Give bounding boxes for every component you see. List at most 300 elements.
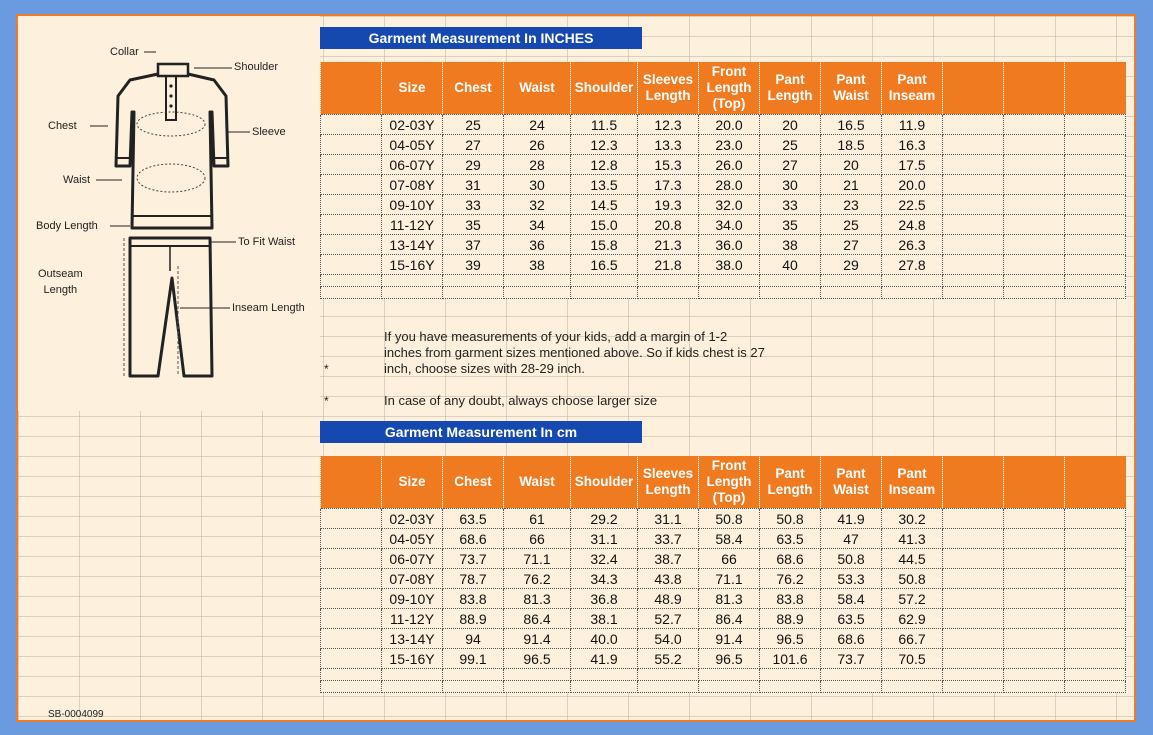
empty-cell — [571, 275, 638, 287]
empty-cell — [321, 629, 382, 649]
empty-cell — [943, 529, 1004, 549]
size-cell: 02-03Y — [382, 115, 443, 135]
empty-cell — [638, 275, 699, 287]
measurement-cell: 19.3 — [638, 195, 699, 215]
measurement-cell: 31.1 — [638, 509, 699, 529]
measurement-cell: 50.8 — [821, 549, 882, 569]
empty-cell — [1065, 569, 1126, 589]
table-row — [321, 155, 1126, 175]
blank-row — [321, 287, 1126, 299]
empty-cell — [321, 609, 382, 629]
empty-cell — [382, 287, 443, 299]
measurement-cell: 27 — [443, 135, 504, 155]
empty-cell — [821, 287, 882, 299]
measurement-cell: 27 — [821, 235, 882, 255]
measurement-cell: 86.4 — [504, 609, 571, 629]
label-body-length: Body Length — [36, 220, 98, 232]
measurement-cell: 63.5 — [821, 609, 882, 629]
cm-section-title: Garment Measurement In cm — [320, 421, 642, 443]
measurement-cell: 20 — [760, 115, 821, 135]
empty-cell — [504, 275, 571, 287]
empty-cell — [1004, 569, 1065, 589]
measurement-cell: 52.7 — [638, 609, 699, 629]
empty-cell — [1065, 629, 1126, 649]
measurement-cell: 28.0 — [699, 175, 760, 195]
empty-cell — [943, 135, 1004, 155]
size-cell: 15-16Y — [382, 649, 443, 669]
measurement-cell: 36.0 — [699, 235, 760, 255]
empty-cell — [1065, 509, 1126, 529]
size-cell: 06-07Y — [382, 155, 443, 175]
measurement-cell: 28 — [504, 155, 571, 175]
measurement-cell: 81.3 — [504, 589, 571, 609]
empty-cell — [943, 275, 1004, 287]
measurement-cell: 15.8 — [571, 235, 638, 255]
empty-cell — [943, 509, 1004, 529]
header-spacer — [1065, 62, 1126, 115]
empty-cell — [638, 287, 699, 299]
column-header: Front Length (Top) — [699, 62, 760, 115]
empty-cell — [1065, 669, 1126, 681]
empty-cell — [1004, 275, 1065, 287]
empty-cell — [1004, 135, 1065, 155]
empty-cell — [1065, 287, 1126, 299]
kurta-pajama-illustration — [18, 16, 320, 411]
measurement-cell: 37 — [443, 235, 504, 255]
measurement-cell: 29 — [821, 255, 882, 275]
size-cell: 04-05Y — [382, 135, 443, 155]
measurement-cell: 15.3 — [638, 155, 699, 175]
empty-cell — [1004, 529, 1065, 549]
empty-cell — [943, 681, 1004, 693]
column-header: Waist — [504, 456, 571, 509]
column-header: Shoulder — [571, 62, 638, 115]
note-bullet: * — [324, 394, 329, 408]
column-header: Size — [382, 456, 443, 509]
measurement-cell: 25 — [443, 115, 504, 135]
empty-cell — [1004, 115, 1065, 135]
measurement-cell: 21 — [821, 175, 882, 195]
measurement-cell: 16.3 — [882, 135, 943, 155]
table-row — [321, 235, 1126, 255]
empty-cell — [1065, 135, 1126, 155]
size-cell: 02-03Y — [382, 509, 443, 529]
measurement-cell: 94 — [443, 629, 504, 649]
measurement-cell: 50.8 — [882, 569, 943, 589]
measurement-cell: 50.8 — [699, 509, 760, 529]
table-row — [321, 629, 1126, 649]
empty-cell — [321, 115, 382, 135]
empty-cell — [382, 275, 443, 287]
measurement-cell: 24 — [504, 115, 571, 135]
measurement-cell: 32.0 — [699, 195, 760, 215]
measurement-cell: 71.1 — [699, 569, 760, 589]
table-row — [321, 529, 1126, 549]
empty-cell — [760, 669, 821, 681]
table-row — [321, 569, 1126, 589]
label-shoulder: Shoulder — [234, 61, 279, 73]
measurement-cell: 83.8 — [443, 589, 504, 609]
empty-cell — [321, 681, 382, 693]
empty-cell — [699, 681, 760, 693]
measurement-cell: 16.5 — [571, 255, 638, 275]
empty-cell — [321, 529, 382, 549]
table-row — [321, 609, 1126, 629]
size-cell: 07-08Y — [382, 569, 443, 589]
empty-cell — [1004, 509, 1065, 529]
measurement-cell: 35 — [443, 215, 504, 235]
empty-cell — [821, 669, 882, 681]
size-cell: 11-12Y — [382, 215, 443, 235]
empty-cell — [821, 275, 882, 287]
measurement-cell: 71.1 — [504, 549, 571, 569]
empty-cell — [321, 549, 382, 569]
table-row — [321, 589, 1126, 609]
empty-cell — [1065, 549, 1126, 569]
column-header: Waist — [504, 62, 571, 115]
empty-cell — [321, 135, 382, 155]
empty-cell — [760, 681, 821, 693]
measurement-cell: 39 — [443, 255, 504, 275]
measurement-cell: 22.5 — [882, 195, 943, 215]
measurement-cell: 62.9 — [882, 609, 943, 629]
measurement-cell: 91.4 — [504, 629, 571, 649]
table-row — [321, 255, 1126, 275]
measurement-cell: 101.6 — [760, 649, 821, 669]
measurement-cell: 38.0 — [699, 255, 760, 275]
empty-cell — [943, 255, 1004, 275]
header-spacer — [1065, 456, 1126, 509]
empty-cell — [760, 275, 821, 287]
measurement-cell: 47 — [821, 529, 882, 549]
empty-cell — [1065, 195, 1126, 215]
size-cell: 15-16Y — [382, 255, 443, 275]
header-spacer — [943, 62, 1004, 115]
measurement-cell: 57.2 — [882, 589, 943, 609]
column-header: Pant Waist — [821, 62, 882, 115]
measurement-cell: 40 — [760, 255, 821, 275]
product-code: SB-0004099 — [48, 709, 104, 720]
doubt-note: In case of any doubt, always choose larger size — [384, 393, 658, 408]
measurement-cell: 31.1 — [571, 529, 638, 549]
measurement-cell: 78.7 — [443, 569, 504, 589]
empty-cell — [699, 287, 760, 299]
measurement-cell: 33.7 — [638, 529, 699, 549]
measurement-cell: 61 — [504, 509, 571, 529]
empty-cell — [321, 649, 382, 669]
empty-cell — [1004, 669, 1065, 681]
measurement-cell: 70.5 — [882, 649, 943, 669]
column-header: Pant Inseam — [882, 62, 943, 115]
empty-cell — [1065, 235, 1126, 255]
empty-cell — [443, 287, 504, 299]
table-row — [321, 175, 1126, 195]
label-waist: Waist — [63, 174, 91, 186]
measurement-cell: 23.0 — [699, 135, 760, 155]
label-chest: Chest — [48, 120, 77, 132]
measurement-cell: 18.5 — [821, 135, 882, 155]
measurement-cell: 38.1 — [571, 609, 638, 629]
measurement-cell: 20.0 — [699, 115, 760, 135]
note-bullet: * — [324, 362, 329, 376]
measurement-cell: 32 — [504, 195, 571, 215]
empty-cell — [1004, 155, 1065, 175]
header-spacer — [1004, 62, 1065, 115]
empty-cell — [943, 195, 1004, 215]
column-header: Sleeves Length — [638, 456, 699, 509]
empty-cell — [1065, 681, 1126, 693]
measurement-cell: 32.4 — [571, 549, 638, 569]
empty-cell — [382, 681, 443, 693]
measurement-cell: 25 — [821, 215, 882, 235]
table-row — [321, 115, 1126, 135]
column-header: Chest — [443, 62, 504, 115]
measurement-cell: 12.3 — [571, 135, 638, 155]
label-sleeve: Sleeve — [252, 126, 286, 138]
measurement-cell: 58.4 — [821, 589, 882, 609]
empty-cell — [821, 681, 882, 693]
empty-cell — [1004, 649, 1065, 669]
empty-cell — [321, 215, 382, 235]
measurement-cell: 24.8 — [882, 215, 943, 235]
measurement-cell: 13.5 — [571, 175, 638, 195]
empty-cell — [1004, 629, 1065, 649]
empty-cell — [638, 669, 699, 681]
measurement-cell: 96.5 — [504, 649, 571, 669]
measurement-cell: 34.3 — [571, 569, 638, 589]
empty-cell — [321, 287, 382, 299]
header-spacer — [1004, 456, 1065, 509]
empty-cell — [1004, 549, 1065, 569]
label-to-fit-waist: To Fit Waist — [238, 236, 296, 248]
header-spacer — [321, 456, 382, 509]
measurement-cell: 38 — [760, 235, 821, 255]
measurement-cell: 76.2 — [504, 569, 571, 589]
measurement-cell: 83.8 — [760, 589, 821, 609]
measurement-cell: 40.0 — [571, 629, 638, 649]
empty-cell — [943, 589, 1004, 609]
measurement-cell: 26 — [504, 135, 571, 155]
measurement-cell: 76.2 — [760, 569, 821, 589]
header-row — [321, 456, 1126, 509]
empty-cell — [504, 287, 571, 299]
column-header: Pant Inseam — [882, 456, 943, 509]
size-cell: 11-12Y — [382, 609, 443, 629]
measurement-cell: 34 — [504, 215, 571, 235]
measurement-cell: 27 — [760, 155, 821, 175]
measurement-cell: 73.7 — [821, 649, 882, 669]
measurement-cell: 41.9 — [821, 509, 882, 529]
empty-cell — [321, 275, 382, 287]
empty-cell — [1004, 215, 1065, 235]
empty-cell — [1004, 681, 1065, 693]
empty-cell — [321, 235, 382, 255]
garment-diagram — [18, 16, 320, 411]
empty-cell — [1065, 609, 1126, 629]
empty-cell — [443, 669, 504, 681]
blank-row — [321, 669, 1126, 681]
empty-cell — [943, 115, 1004, 135]
measurement-cell: 11.5 — [571, 115, 638, 135]
empty-cell — [699, 669, 760, 681]
measurement-cell: 63.5 — [760, 529, 821, 549]
measurement-cell: 38 — [504, 255, 571, 275]
size-cell: 09-10Y — [382, 195, 443, 215]
measurement-cell: 35 — [760, 215, 821, 235]
empty-cell — [882, 275, 943, 287]
measurement-cell: 15.0 — [571, 215, 638, 235]
empty-cell — [1065, 649, 1126, 669]
size-cell: 04-05Y — [382, 529, 443, 549]
blank-row — [321, 275, 1126, 287]
table-row — [321, 549, 1126, 569]
empty-cell — [943, 649, 1004, 669]
measurement-cell: 30.2 — [882, 509, 943, 529]
empty-cell — [943, 155, 1004, 175]
measurement-cell: 17.5 — [882, 155, 943, 175]
empty-cell — [571, 669, 638, 681]
inches-size-table — [320, 62, 1126, 299]
size-cell: 06-07Y — [382, 549, 443, 569]
table-row — [321, 649, 1126, 669]
margin-note: If you have measurements of your kids, add a margin of 1-2 inches from garment sizes mentioned above. So if kids chest is 27 inch, choose sizes with 28-29 inch. — [384, 329, 765, 376]
header-row — [321, 62, 1126, 115]
measurement-cell: 26.0 — [699, 155, 760, 175]
table-row — [321, 215, 1126, 235]
measurement-cell: 68.6 — [760, 549, 821, 569]
measurement-cell: 30 — [504, 175, 571, 195]
measurement-cell: 12.8 — [571, 155, 638, 175]
empty-cell — [1065, 255, 1126, 275]
measurement-cell: 73.7 — [443, 549, 504, 569]
inches-section-title: Garment Measurement In INCHES — [320, 27, 642, 49]
header-spacer — [321, 62, 382, 115]
empty-cell — [382, 669, 443, 681]
empty-cell — [443, 275, 504, 287]
empty-cell — [943, 235, 1004, 255]
measurement-cell: 63.5 — [443, 509, 504, 529]
measurement-cell: 16.5 — [821, 115, 882, 135]
measurement-cell: 14.5 — [571, 195, 638, 215]
size-cell: 13-14Y — [382, 629, 443, 649]
empty-cell — [1065, 175, 1126, 195]
measurement-cell: 96.5 — [699, 649, 760, 669]
cm-size-table — [320, 456, 1126, 693]
measurement-cell: 96.5 — [760, 629, 821, 649]
measurement-cell: 34.0 — [699, 215, 760, 235]
measurement-cell: 30 — [760, 175, 821, 195]
measurement-cell: 50.8 — [760, 509, 821, 529]
empty-cell — [1065, 115, 1126, 135]
measurement-cell: 66.7 — [882, 629, 943, 649]
table-row — [321, 135, 1126, 155]
header-spacer — [943, 456, 1004, 509]
empty-cell — [943, 549, 1004, 569]
empty-cell — [1004, 235, 1065, 255]
empty-cell — [882, 681, 943, 693]
measurement-cell: 20 — [821, 155, 882, 175]
table-row — [321, 195, 1126, 215]
measurement-cell: 21.8 — [638, 255, 699, 275]
measurement-cell: 53.3 — [821, 569, 882, 589]
measurement-cell: 88.9 — [443, 609, 504, 629]
label-outseam-length: Outseam Length — [38, 268, 83, 296]
measurement-cell: 31 — [443, 175, 504, 195]
measurement-cell: 55.2 — [638, 649, 699, 669]
empty-cell — [943, 175, 1004, 195]
empty-cell — [943, 569, 1004, 589]
size-cell: 07-08Y — [382, 175, 443, 195]
column-header: Chest — [443, 456, 504, 509]
empty-cell — [1004, 589, 1065, 609]
empty-cell — [1004, 175, 1065, 195]
empty-cell — [943, 215, 1004, 235]
empty-cell — [638, 681, 699, 693]
measurement-cell: 20.8 — [638, 215, 699, 235]
measurement-cell: 68.6 — [443, 529, 504, 549]
measurement-cell: 33 — [760, 195, 821, 215]
measurement-cell: 88.9 — [760, 609, 821, 629]
label-inseam-length: Inseam Length — [232, 302, 305, 314]
empty-cell — [321, 509, 382, 529]
empty-cell — [1004, 287, 1065, 299]
measurement-cell: 29 — [443, 155, 504, 175]
empty-cell — [943, 669, 1004, 681]
empty-cell — [443, 681, 504, 693]
column-header: Front Length (Top) — [699, 456, 760, 509]
measurement-cell: 21.3 — [638, 235, 699, 255]
empty-cell — [1004, 609, 1065, 629]
empty-cell — [321, 669, 382, 681]
measurement-cell: 68.6 — [821, 629, 882, 649]
empty-cell — [321, 589, 382, 609]
size-cell: 09-10Y — [382, 589, 443, 609]
measurement-cell: 81.3 — [699, 589, 760, 609]
measurement-cell: 48.9 — [638, 589, 699, 609]
column-header: Pant Length — [760, 62, 821, 115]
measurement-cell: 38.7 — [638, 549, 699, 569]
empty-cell — [1065, 215, 1126, 235]
measurement-cell: 54.0 — [638, 629, 699, 649]
empty-cell — [760, 287, 821, 299]
measurement-cell: 23 — [821, 195, 882, 215]
measurement-cell: 13.3 — [638, 135, 699, 155]
measurement-cell: 36.8 — [571, 589, 638, 609]
empty-cell — [321, 195, 382, 215]
measurement-cell: 27.8 — [882, 255, 943, 275]
size-chart-sheet — [16, 14, 1136, 722]
label-collar: Collar — [110, 46, 139, 58]
empty-cell — [1004, 255, 1065, 275]
measurement-cell: 36 — [504, 235, 571, 255]
column-header: Shoulder — [571, 456, 638, 509]
blank-row — [321, 681, 1126, 693]
empty-cell — [882, 287, 943, 299]
empty-cell — [504, 681, 571, 693]
empty-cell — [882, 669, 943, 681]
measurement-cell: 44.5 — [882, 549, 943, 569]
empty-cell — [571, 681, 638, 693]
empty-cell — [1004, 195, 1065, 215]
measurement-cell: 66 — [699, 549, 760, 569]
measurement-cell: 41.9 — [571, 649, 638, 669]
measurement-cell: 20.0 — [882, 175, 943, 195]
empty-cell — [943, 609, 1004, 629]
column-header: Pant Waist — [821, 456, 882, 509]
measurement-cell: 86.4 — [699, 609, 760, 629]
empty-cell — [504, 669, 571, 681]
measurement-cell: 41.3 — [882, 529, 943, 549]
